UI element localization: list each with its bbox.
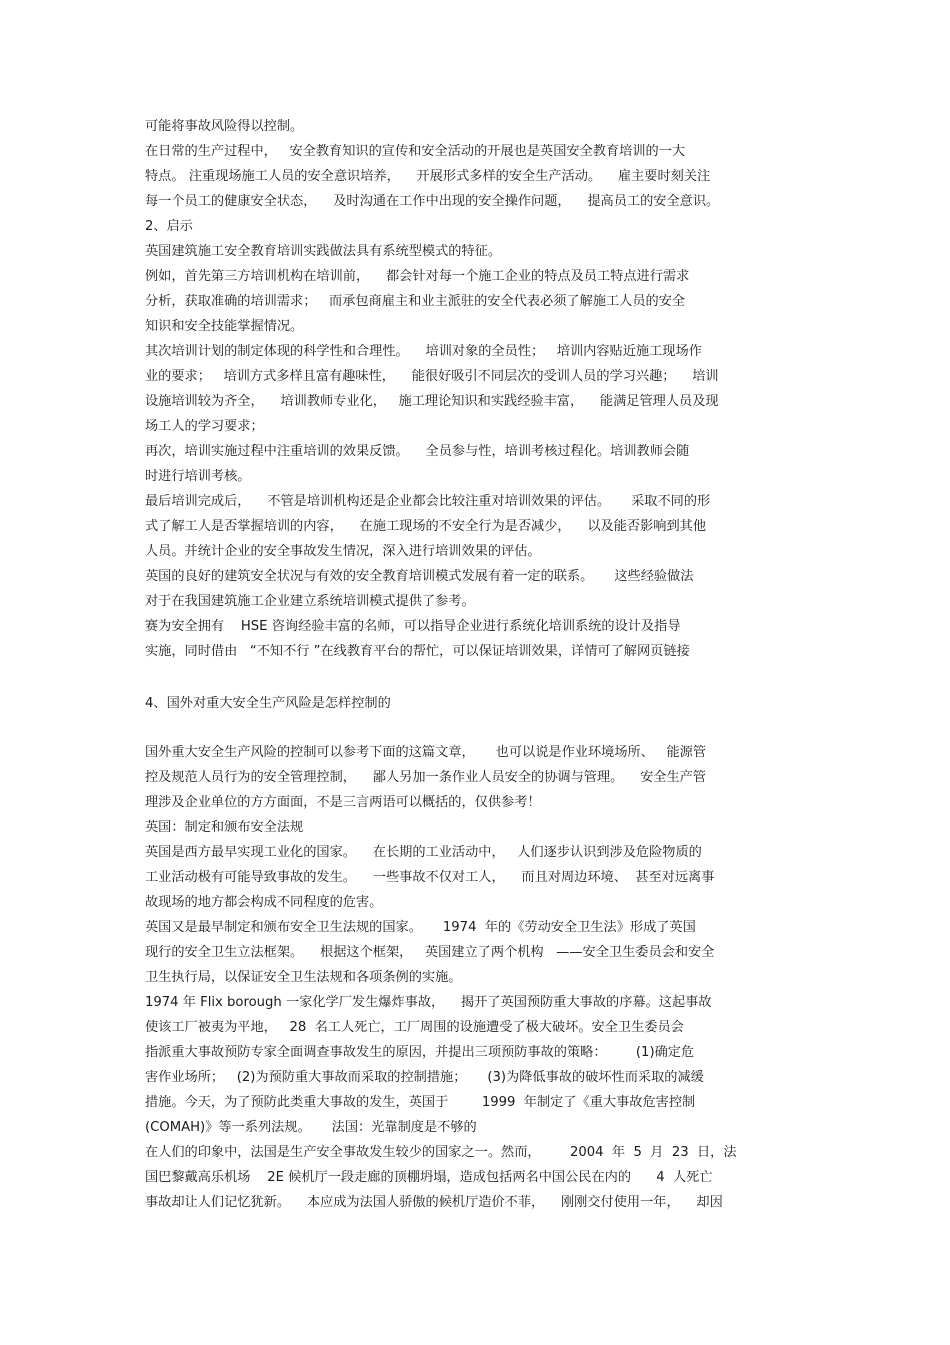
section-heading: 4、国外对重大安全生产风险是怎样控制的 <box>145 696 391 711</box>
section-heading: 2、启示 <box>145 219 193 234</box>
text-line: 场工人的学习要求； <box>145 419 264 434</box>
text-line: 特点。 注重现场施工人员的安全意识培养， 开展形式多样的安全生产活动。 雇主要时刻关注 <box>145 169 711 184</box>
text-line: 业的要求； 培训方式多样且富有趣味性， 能很好吸引不同层次的受训人员的学习兴趣； 培训 <box>145 369 719 384</box>
text-line: 故现场的地方都会构成不同程度的危害。 <box>145 895 383 910</box>
text-line: 英国建筑施工安全教育培训实践做法具有系统型模式的特征。 <box>145 244 502 259</box>
text-line: 卫生执行局，以保证安全卫生法规和各项条例的实施。 <box>145 970 462 985</box>
text-line: 可能将事故风险得以控制。 <box>145 119 304 134</box>
text-line: 其次培训计划的制定体现的科学性和合理性。 培训对象的全员性； 培训内容贴近施工现场作 <box>145 344 702 359</box>
text-line: 时进行培训考核。 <box>145 469 251 484</box>
text-line: 每一个员工的健康安全状态， 及时沟通在工作中出现的安全操作问题， 提高员工的安全意识。 <box>145 194 720 209</box>
text-line: 1974 年 Flix borough 一家化学厂发生爆炸事故， 揭开了英国预防重大事故的序幕。这起事故 <box>145 995 712 1010</box>
text-line: 使该工厂被夷为平地， 28 名工人死亡，工厂周围的设施遭受了极大破坏。安全卫生委员会 <box>145 1020 684 1035</box>
text-line: 对于在我国建筑施工企业建立系统培训模式提供了参考。 <box>145 594 475 609</box>
text-line: 国外重大安全生产风险的控制可以参考下面的这篇文章， 也可以说是作业环境场所、 能源管 <box>145 745 707 760</box>
text-line: 英国的良好的建筑安全状况与有效的安全教育培训模式发展有着一定的联系。 这些经验做法 <box>145 569 694 584</box>
text-line: 控及规范人员行为的安全管理控制， 鄙人另加一条作业人员安全的协调与管理。 安全生产管 <box>145 770 707 785</box>
text-line: 英国是西方最早实现工业化的国家。 在长期的工业活动中， 人们逐步认识到涉及危险物质的 <box>145 845 702 860</box>
text-line: 在日常的生产过程中， 安全教育知识的宣传和安全活动的开展也是英国安全教育培训的一大 <box>145 144 686 159</box>
text-line: 式了解工人是否掌握培训的内容， 在施工现场的不安全行为是否减少， 以及能否影响到其他 <box>145 519 707 534</box>
text-line: 实施，同时借由 “不知不行 ”在线教育平台的帮忙，可以保证培训效果，详情可了解网页链接 <box>145 644 690 659</box>
text-line: 知识和安全技能掌握情况。 <box>145 319 304 334</box>
text-line: 英国：制定和颁布安全法规 <box>145 820 304 835</box>
text-line: 在人们的印象中，法国是生产安全事故发生较少的国家之一。然而， 2004 年 5 月 23 日，法 <box>145 1145 737 1160</box>
text-line: 赛为安全拥有 HSE 咨询经验丰富的名师，可以指导企业进行系统化培训系统的设计及指导 <box>145 619 681 634</box>
text-line: 措施。今天，为了预防此类重大事故的发生，英国于 1999 年制定了《重大事故危害控制 <box>145 1095 696 1110</box>
text-line: 人员。并统计企业的安全事故发生情况，深入进行培训效果的评估。 <box>145 544 541 559</box>
text-line: 国巴黎戴高乐机场 2E 候机厅一段走廊的顶棚坍塌，造成包括两名中国公民在内的 4 人死亡 <box>145 1170 713 1185</box>
text-line: 再次，培训实施过程中注重培训的效果反馈。 全员参与性，培训考核过程化。培训教师会随 <box>145 444 690 459</box>
text-line: 设施培训较为齐全， 培训教师专业化， 施工理论知识和实践经验丰富， 能满足管理人员及现 <box>145 394 719 409</box>
text-line: 害作业场所； (2)为预防重大事故而采取的控制措施； (3)为降低事故的破坏性而采取的减缓 <box>145 1070 704 1085</box>
text-line: 最后培训完成后， 不管是培训机构还是企业都会比较注重对培训效果的评估。 采取不同的形 <box>145 494 711 509</box>
text-line: 理涉及企业单位的方方面面，不是三言两语可以概括的，仅供参考！ <box>145 795 541 810</box>
text-line: 工业活动极有可能导致事故的发生。 一些事故不仅对工人， 而且对周边环境、 甚至对远离事 <box>145 870 715 885</box>
text-line: 指派重大事故预防专家全面调查事故发生的原因，并提出三项预防事故的策略： (1)确定危 <box>145 1045 695 1060</box>
text-line: 例如，首先第三方培训机构在培训前， 都会针对每一个施工企业的特点及员工特点进行需求 <box>145 269 690 284</box>
text-line: 事故却让人们记忆犹新。 本应成为法国人骄傲的候机厅造价不菲， 刚刚交付使用一年， 却因 <box>145 1195 723 1210</box>
text-line: 现行的安全卫生立法框架。 根据这个框架， 英国建立了两个机构 ——安全卫生委员会和安全 <box>145 945 715 960</box>
text-line: 英国又是最早制定和颁布安全卫生法规的国家。 1974 年的《劳动安全卫生法》形成了英国 <box>145 920 696 935</box>
text-line: 分析，获取准确的培训需求； 而承包商雇主和业主派驻的安全代表必须了解施工人员的安全 <box>145 294 686 309</box>
text-line: (COMAH)》等一系列法规。 法国：光靠制度是不够的 <box>145 1120 477 1135</box>
